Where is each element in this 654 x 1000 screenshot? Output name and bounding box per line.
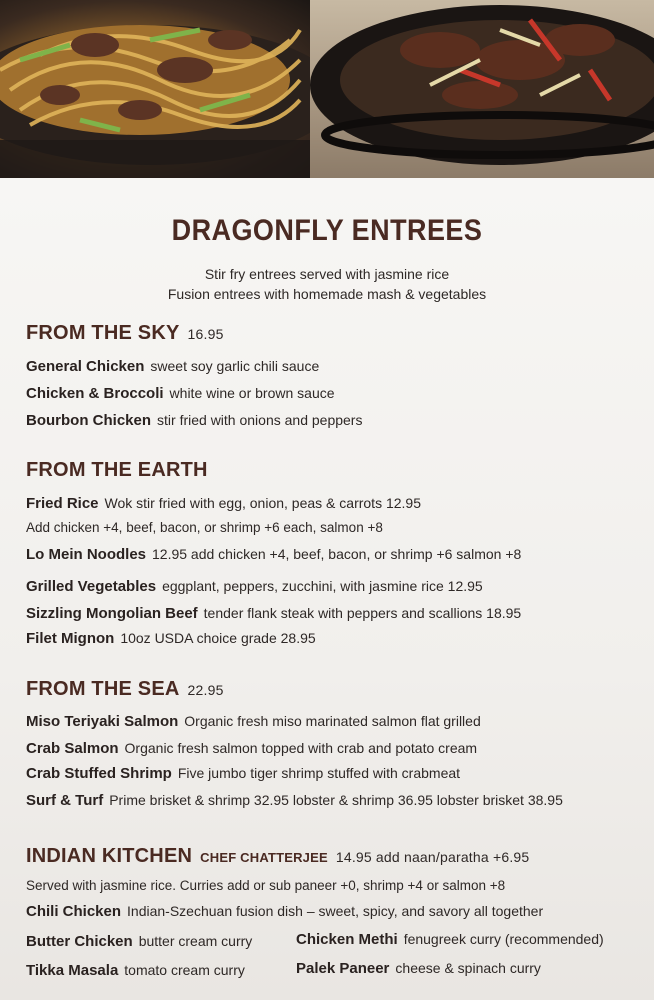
- section-heading-indian: [26, 845, 529, 868]
- item-name: Tikka Masala: [26, 962, 119, 979]
- noodles-dish-photo: [0, 0, 310, 178]
- menu-item: [26, 713, 481, 730]
- item-name: Chili Chicken: [26, 903, 122, 920]
- item-name: Fried Rice: [26, 495, 99, 512]
- menu-item: [26, 740, 477, 757]
- chef-name: CHEF CHATTERJEE: [200, 850, 328, 865]
- item-description: 12.95 add chicken +4, beef, bacon, or shrimp +6 salmon +8: [152, 546, 522, 562]
- item-name: Butter Chicken: [26, 933, 133, 950]
- menu-item: [26, 358, 319, 375]
- header-photos: [0, 0, 654, 178]
- section-heading-sky: [26, 322, 224, 345]
- item-description: Five jumbo tiger shrimp stuffed with crabmeat: [177, 765, 461, 781]
- menu-item: [26, 495, 421, 512]
- page-title: DRAGONFLY ENTREES: [171, 214, 483, 247]
- item-name: Chicken Methi: [296, 931, 398, 948]
- item-description: 10oz USDA choice grade 28.95: [120, 630, 316, 646]
- item-name: Sizzling Mongolian Beef: [26, 605, 198, 622]
- menu-item: [26, 578, 483, 595]
- menu-item: [26, 903, 543, 920]
- item-description: stir fried with onions and peppers: [157, 412, 363, 428]
- item-name: Filet Mignon: [26, 630, 115, 647]
- item-name: Palek Paneer: [296, 960, 390, 977]
- section-addon: add naan/paratha +6.95: [375, 849, 530, 865]
- menu-item: [26, 630, 316, 647]
- section-price: 14.95: [335, 849, 372, 865]
- item-name: Bourbon Chicken: [26, 412, 152, 429]
- section-price: 22.95: [187, 682, 224, 698]
- menu-item: [26, 765, 460, 782]
- item-name: Chicken & Broccoli: [26, 385, 164, 402]
- menu-item: [26, 962, 245, 979]
- section-title: FROM THE SKY: [26, 322, 180, 344]
- item-description: cheese & spinach curry: [395, 960, 541, 976]
- item-description: sweet soy garlic chili sauce: [150, 358, 320, 374]
- menu-item: [26, 385, 335, 402]
- item-description: eggplant, peppers, zucchini, with jasmine rice 12.95: [162, 578, 483, 594]
- item-description: butter cream curry: [138, 933, 253, 949]
- menu-item: [296, 931, 604, 948]
- section-title: FROM THE SEA: [26, 678, 180, 700]
- item-name: Crab Stuffed Shrimp: [26, 765, 172, 782]
- item-description: tender flank steak with peppers and scallions 18.95: [203, 605, 522, 621]
- item-name: Surf & Turf: [26, 792, 104, 809]
- item-description: Organic fresh salmon topped with crab and potato cream: [124, 740, 478, 756]
- menu-item: [26, 546, 521, 563]
- section-note: Served with jasmine rice. Curries add or sub paneer +0, shrimp +4 or salmon +8: [26, 878, 506, 893]
- item-name: Grilled Vegetables: [26, 578, 157, 595]
- section-title: INDIAN KITCHEN: [26, 845, 193, 867]
- menu-item: [26, 412, 362, 429]
- item-addon-note: Add chicken +4, beef, bacon, or shrimp +6 each, salmon +8: [26, 520, 383, 535]
- menu-item: [26, 933, 252, 950]
- menu-page: [0, 178, 654, 1000]
- item-name: Miso Teriyaki Salmon: [26, 713, 179, 730]
- menu-item: [26, 792, 563, 809]
- item-name: General Chicken: [26, 358, 145, 375]
- item-description: Wok stir fried with egg, onion, peas & carrots 12.95: [104, 495, 421, 511]
- item-description: fenugreek curry (recommended): [403, 931, 604, 947]
- subtitle-line: Fusion entrees with homemade mash & vegetables: [167, 286, 487, 302]
- item-description: Prime brisket & shrimp 32.95 lobster & shrimp 36.95 lobster brisket 38.95: [109, 792, 563, 808]
- subtitle-line: Stir fry entrees served with jasmine rice: [204, 266, 450, 282]
- item-description: white wine or brown sauce: [169, 385, 335, 401]
- menu-item: [26, 605, 521, 622]
- section-title: FROM THE EARTH: [26, 459, 208, 481]
- sizzling-beef-photo: [310, 0, 654, 178]
- section-price: 16.95: [187, 326, 224, 342]
- item-description: Indian-Szechuan fusion dish – sweet, spicy, and savory all together: [127, 903, 544, 919]
- item-description: Organic fresh miso marinated salmon flat grilled: [184, 713, 481, 729]
- item-description: tomato cream curry: [124, 962, 245, 978]
- item-name: Crab Salmon: [26, 740, 119, 757]
- section-heading-sea: [26, 678, 224, 701]
- item-name: Lo Mein Noodles: [26, 546, 146, 563]
- menu-item: [296, 960, 541, 977]
- section-heading-earth: [26, 459, 208, 482]
